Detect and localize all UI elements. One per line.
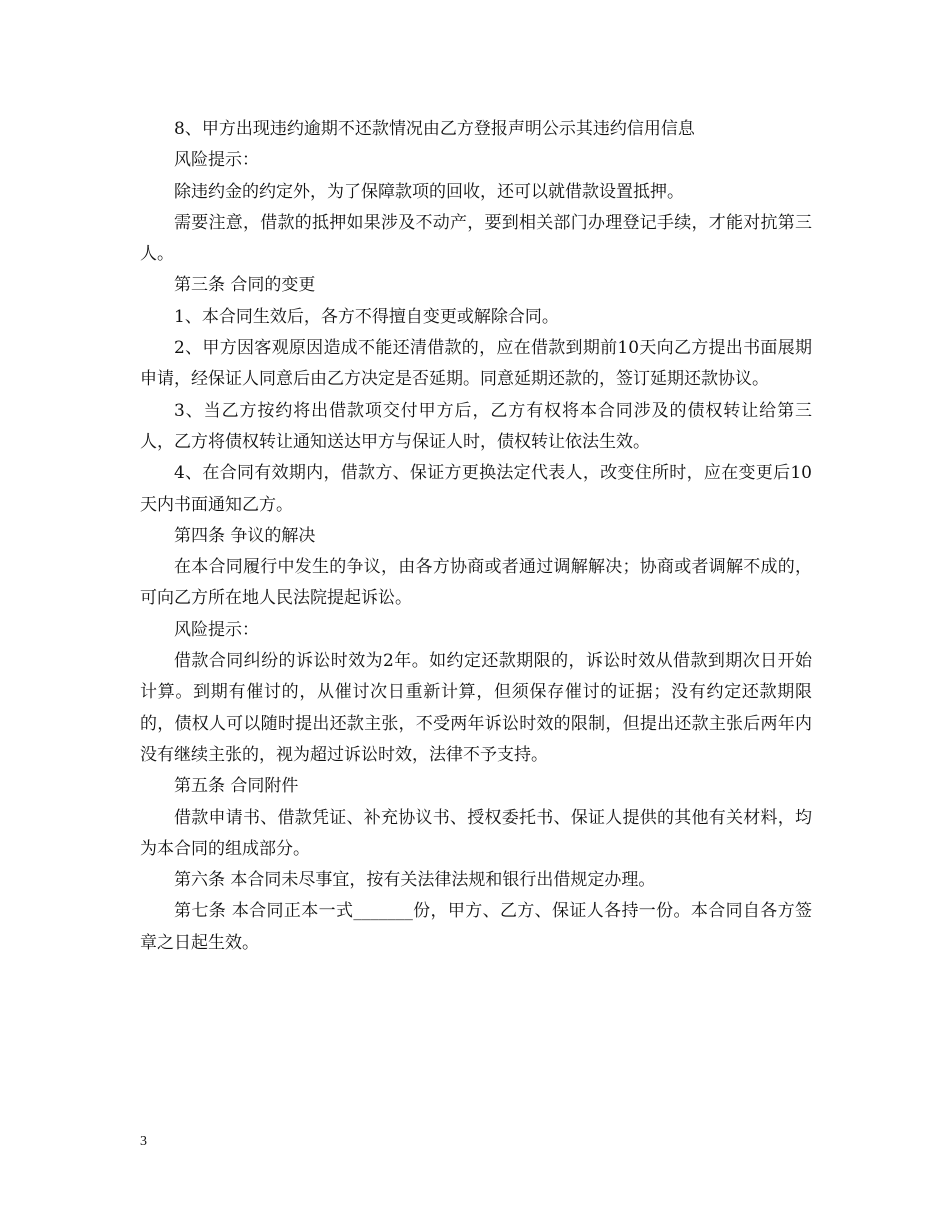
risk-notice-paragraph: 除违约金的约定外，为了保障款项的回收，还可以就借款设置抵押。 — [174, 181, 684, 202]
document-body — [140, 114, 812, 959]
article-4-heading: 第四条 争议的解决 — [174, 525, 316, 546]
article-6-paragraph: 第六条 本合同未尽事宜，按有关法律法规和银行出借规定办理。 — [174, 870, 656, 891]
article-4-paragraph: 在本合同履行中发生的争议，由各方协商或者通过调解解决；协商或者调解不成的，可向乙方所在地人民法院提起诉讼。 — [140, 557, 812, 609]
clause-8-paragraph: 8、甲方出现违约逾期不还款情况由乙方登报声明公示其违约信用信息 — [174, 119, 695, 139]
article-3-item-4: 4、在合同有效期内，借款方、保证方更换法定代表人，改变住所时，应在变更后10天内书面通知乙方。 — [140, 463, 812, 515]
page-number: 3 — [140, 1134, 147, 1149]
risk-notice-heading-2: 风险提示： — [174, 619, 259, 640]
article-3-item-3: 3、当乙方按约将出借款项交付甲方后，乙方有权将本合同涉及的债权转让给第三人，乙方将债权转让通知送达甲方与保证人时，债权转让依法生效。 — [140, 400, 812, 452]
article-5-heading: 第五条 合同附件 — [174, 776, 299, 797]
article-3-item-2: 2、甲方因客观原因造成不能还清借款的，应在借款到期前10天向乙方提出书面展期申请，经保证人同意后由乙方决定是否延期。同意延期还款的，签订延期还款协议。 — [140, 338, 812, 390]
risk-notice-heading: 风险提示： — [174, 150, 259, 171]
article-3-heading: 第三条 合同的变更 — [174, 275, 316, 296]
article-5-paragraph: 借款申请书、借款凭证、补充协议书、授权委托书、保证人提供的其他有关材料，均为本合同的组成部分。 — [140, 807, 812, 859]
article-3-item-1: 1、本合同生效后，各方不得擅自变更或解除合同。 — [174, 306, 559, 327]
limitation-period-paragraph: 借款合同纠纷的诉讼时效为2年。如约定还款期限的，诉讼时效从借款到期次日开始计算。到期有催讨的，从催讨次日重新计算，但须保存催讨的证据；没有约定还款期限的，债权人可以随时提出还款主张，不受两年诉讼时效的限制，但提出还款主张后两年内没有继续主张的，视为超过诉讼时效，法律不予支持。 — [140, 651, 812, 765]
article-7-paragraph: 第七条 本合同正本一式_______份，甲方、乙方、保证人各持一份。本合同自各方签章之日起生效。 — [140, 901, 812, 953]
mortgage-note-paragraph: 需要注意，借款的抵押如果涉及不动产，要到相关部门办理登记手续，才能对抗第三人。 — [140, 212, 812, 265]
